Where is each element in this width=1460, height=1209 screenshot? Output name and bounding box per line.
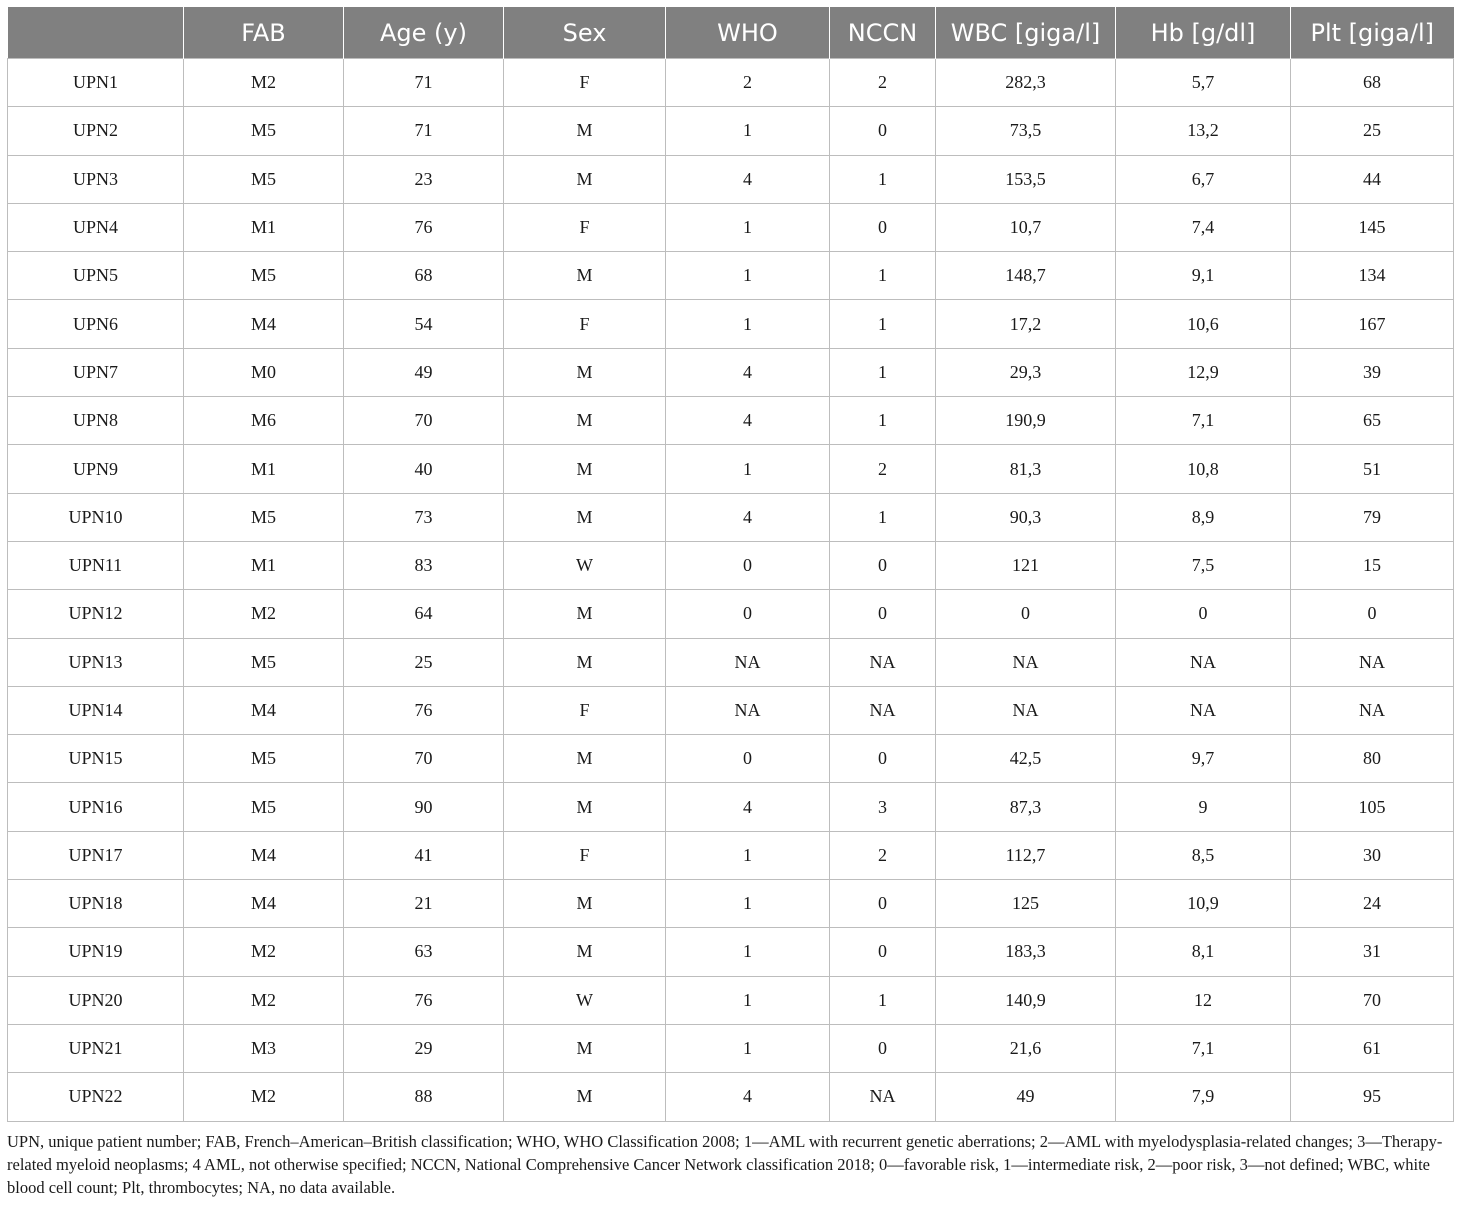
cell-who: 1 [666, 928, 830, 976]
table-row [8, 976, 1454, 1024]
cell-hb: 6,7 [1116, 155, 1291, 203]
cell-nccn: 0 [830, 203, 936, 251]
cell-plt: 79 [1291, 493, 1454, 541]
table-row [8, 252, 1454, 300]
cell-nccn: 0 [830, 735, 936, 783]
cell-wbc: 90,3 [936, 493, 1116, 541]
cell-hb: 5,7 [1116, 59, 1291, 107]
cell-age: 23 [344, 155, 504, 203]
cell-plt: 39 [1291, 348, 1454, 396]
table-row [8, 107, 1454, 155]
cell-patient-id: UPN2 [8, 107, 184, 155]
cell-age: 40 [344, 445, 504, 493]
cell-nccn: 1 [830, 252, 936, 300]
cell-age: 63 [344, 928, 504, 976]
cell-sex: F [504, 59, 666, 107]
cell-sex: W [504, 976, 666, 1024]
header-cell-plt: Plt [giga/l] [1291, 7, 1454, 59]
table-row [8, 155, 1454, 203]
cell-plt: NA [1291, 686, 1454, 734]
cell-sex: M [504, 445, 666, 493]
table-row [8, 348, 1454, 396]
cell-age: 71 [344, 107, 504, 155]
cell-nccn: 1 [830, 976, 936, 1024]
cell-sex: M [504, 1073, 666, 1121]
cell-nccn: NA [830, 1073, 936, 1121]
cell-fab: M6 [184, 397, 344, 445]
table-row [8, 831, 1454, 879]
cell-patient-id: UPN3 [8, 155, 184, 203]
table-row [8, 783, 1454, 831]
cell-hb: 10,6 [1116, 300, 1291, 348]
cell-who: 1 [666, 107, 830, 155]
table-row [8, 686, 1454, 734]
cell-who: 1 [666, 203, 830, 251]
cell-hb: 8,5 [1116, 831, 1291, 879]
patient-table-container [7, 7, 1453, 1122]
header-cell-sex: Sex [504, 7, 666, 59]
cell-hb: 7,4 [1116, 203, 1291, 251]
cell-patient-id: UPN13 [8, 638, 184, 686]
header-cell-wbc: WBC [giga/l] [936, 7, 1116, 59]
cell-who: NA [666, 686, 830, 734]
cell-plt: 51 [1291, 445, 1454, 493]
cell-hb: 13,2 [1116, 107, 1291, 155]
table-row [8, 880, 1454, 928]
cell-patient-id: UPN8 [8, 397, 184, 445]
cell-sex: M [504, 735, 666, 783]
cell-fab: M4 [184, 831, 344, 879]
cell-fab: M2 [184, 928, 344, 976]
cell-plt: 31 [1291, 928, 1454, 976]
cell-wbc: 87,3 [936, 783, 1116, 831]
cell-who: 4 [666, 397, 830, 445]
cell-wbc: 153,5 [936, 155, 1116, 203]
cell-sex: M [504, 783, 666, 831]
cell-age: 90 [344, 783, 504, 831]
cell-nccn: 1 [830, 397, 936, 445]
cell-age: 49 [344, 348, 504, 396]
table-header-row [8, 7, 1454, 59]
cell-patient-id: UPN12 [8, 590, 184, 638]
cell-wbc: 21,6 [936, 1024, 1116, 1072]
cell-wbc: 29,3 [936, 348, 1116, 396]
cell-nccn: 0 [830, 107, 936, 155]
header-cell-patient [8, 7, 184, 59]
header-cell-nccn: NCCN [830, 7, 936, 59]
cell-plt: 15 [1291, 541, 1454, 589]
cell-plt: NA [1291, 638, 1454, 686]
cell-nccn: 1 [830, 493, 936, 541]
cell-nccn: 1 [830, 155, 936, 203]
cell-age: 29 [344, 1024, 504, 1072]
cell-age: 76 [344, 976, 504, 1024]
cell-nccn: 2 [830, 831, 936, 879]
cell-patient-id: UPN18 [8, 880, 184, 928]
cell-hb: 7,1 [1116, 397, 1291, 445]
cell-nccn: 0 [830, 1024, 936, 1072]
cell-nccn: 0 [830, 590, 936, 638]
cell-patient-id: UPN17 [8, 831, 184, 879]
table-row [8, 928, 1454, 976]
cell-plt: 145 [1291, 203, 1454, 251]
cell-plt: 44 [1291, 155, 1454, 203]
cell-patient-id: UPN22 [8, 1073, 184, 1121]
table-footnote: UPN, unique patient number; FAB, French–American–British classification; WHO, WHO Classification 2008; 1—AML with recurrent genetic aberrations; 2—AML with myelodysplasia-related changes; 3—Therapy-related myeloid neoplasms; 4 AML, not otherwise specified; NCCN, National Comprehensive Cancer Network classification 2018; 0—favorable risk, 1—intermediate risk, 2—poor risk, 3—not defined; WBC, white blood cell count; Plt, thrombocytes; NA, no data available. [7, 1132, 1443, 1197]
table-row [8, 638, 1454, 686]
cell-wbc: NA [936, 638, 1116, 686]
cell-fab: M3 [184, 1024, 344, 1072]
cell-fab: M5 [184, 155, 344, 203]
cell-hb: 12 [1116, 976, 1291, 1024]
cell-who: NA [666, 638, 830, 686]
cell-hb: 9 [1116, 783, 1291, 831]
cell-hb: 8,1 [1116, 928, 1291, 976]
cell-nccn: 2 [830, 59, 936, 107]
cell-age: 88 [344, 1073, 504, 1121]
cell-fab: M5 [184, 493, 344, 541]
cell-hb: 9,7 [1116, 735, 1291, 783]
table-row [8, 541, 1454, 589]
cell-sex: M [504, 928, 666, 976]
cell-nccn: 1 [830, 300, 936, 348]
cell-who: 0 [666, 735, 830, 783]
cell-sex: W [504, 541, 666, 589]
cell-plt: 65 [1291, 397, 1454, 445]
cell-sex: M [504, 1024, 666, 1072]
cell-age: 68 [344, 252, 504, 300]
cell-patient-id: UPN20 [8, 976, 184, 1024]
cell-wbc: 282,3 [936, 59, 1116, 107]
table-row [8, 203, 1454, 251]
cell-who: 4 [666, 493, 830, 541]
cell-sex: M [504, 252, 666, 300]
cell-fab: M1 [184, 203, 344, 251]
cell-wbc: 190,9 [936, 397, 1116, 445]
cell-nccn: 3 [830, 783, 936, 831]
cell-who: 1 [666, 831, 830, 879]
cell-wbc: 140,9 [936, 976, 1116, 1024]
cell-wbc: 42,5 [936, 735, 1116, 783]
cell-wbc: 125 [936, 880, 1116, 928]
cell-fab: M5 [184, 107, 344, 155]
table-row [8, 445, 1454, 493]
cell-plt: 95 [1291, 1073, 1454, 1121]
table-row [8, 590, 1454, 638]
cell-who: 2 [666, 59, 830, 107]
cell-wbc: 81,3 [936, 445, 1116, 493]
cell-fab: M5 [184, 735, 344, 783]
cell-nccn: 0 [830, 541, 936, 589]
cell-patient-id: UPN16 [8, 783, 184, 831]
cell-fab: M4 [184, 300, 344, 348]
table-row [8, 1024, 1454, 1072]
cell-who: 1 [666, 252, 830, 300]
cell-plt: 80 [1291, 735, 1454, 783]
cell-wbc: 183,3 [936, 928, 1116, 976]
cell-patient-id: UPN21 [8, 1024, 184, 1072]
cell-sex: M [504, 590, 666, 638]
cell-nccn: 0 [830, 928, 936, 976]
cell-fab: M5 [184, 638, 344, 686]
cell-wbc: 121 [936, 541, 1116, 589]
table-row [8, 735, 1454, 783]
cell-plt: 24 [1291, 880, 1454, 928]
cell-patient-id: UPN10 [8, 493, 184, 541]
cell-sex: M [504, 107, 666, 155]
cell-who: 4 [666, 783, 830, 831]
cell-age: 64 [344, 590, 504, 638]
cell-who: 1 [666, 445, 830, 493]
cell-fab: M4 [184, 686, 344, 734]
cell-age: 70 [344, 735, 504, 783]
cell-hb: 10,9 [1116, 880, 1291, 928]
cell-patient-id: UPN15 [8, 735, 184, 783]
header-cell-hb: Hb [g/dl] [1116, 7, 1291, 59]
cell-hb: 7,9 [1116, 1073, 1291, 1121]
cell-patient-id: UPN9 [8, 445, 184, 493]
cell-age: 54 [344, 300, 504, 348]
cell-wbc: NA [936, 686, 1116, 734]
cell-sex: F [504, 831, 666, 879]
cell-age: 25 [344, 638, 504, 686]
cell-who: 4 [666, 1073, 830, 1121]
cell-patient-id: UPN19 [8, 928, 184, 976]
cell-plt: 30 [1291, 831, 1454, 879]
cell-patient-id: UPN5 [8, 252, 184, 300]
table-row [8, 397, 1454, 445]
cell-fab: M4 [184, 880, 344, 928]
cell-patient-id: UPN14 [8, 686, 184, 734]
cell-who: 1 [666, 976, 830, 1024]
cell-sex: M [504, 155, 666, 203]
cell-plt: 68 [1291, 59, 1454, 107]
cell-sex: M [504, 348, 666, 396]
cell-fab: M2 [184, 976, 344, 1024]
cell-age: 41 [344, 831, 504, 879]
cell-plt: 167 [1291, 300, 1454, 348]
cell-wbc: 49 [936, 1073, 1116, 1121]
cell-who: 4 [666, 155, 830, 203]
cell-who: 4 [666, 348, 830, 396]
cell-plt: 105 [1291, 783, 1454, 831]
cell-hb: 12,9 [1116, 348, 1291, 396]
cell-fab: M0 [184, 348, 344, 396]
cell-hb: 7,1 [1116, 1024, 1291, 1072]
cell-patient-id: UPN7 [8, 348, 184, 396]
cell-fab: M2 [184, 1073, 344, 1121]
cell-sex: M [504, 880, 666, 928]
cell-sex: F [504, 686, 666, 734]
cell-fab: M2 [184, 590, 344, 638]
cell-patient-id: UPN4 [8, 203, 184, 251]
table-body [8, 59, 1454, 1122]
cell-plt: 61 [1291, 1024, 1454, 1072]
header-cell-age: Age (y) [344, 7, 504, 59]
cell-fab: M1 [184, 445, 344, 493]
cell-hb: 0 [1116, 590, 1291, 638]
cell-who: 1 [666, 880, 830, 928]
cell-who: 1 [666, 300, 830, 348]
cell-plt: 0 [1291, 590, 1454, 638]
cell-sex: M [504, 493, 666, 541]
cell-wbc: 10,7 [936, 203, 1116, 251]
table-row [8, 493, 1454, 541]
cell-who: 0 [666, 541, 830, 589]
cell-plt: 134 [1291, 252, 1454, 300]
cell-fab: M5 [184, 783, 344, 831]
cell-age: 21 [344, 880, 504, 928]
cell-fab: M1 [184, 541, 344, 589]
cell-plt: 70 [1291, 976, 1454, 1024]
cell-plt: 25 [1291, 107, 1454, 155]
cell-nccn: 2 [830, 445, 936, 493]
cell-nccn: NA [830, 638, 936, 686]
cell-hb: NA [1116, 686, 1291, 734]
cell-nccn: NA [830, 686, 936, 734]
cell-sex: M [504, 638, 666, 686]
cell-wbc: 73,5 [936, 107, 1116, 155]
patient-characteristics-table [7, 7, 1454, 1122]
cell-wbc: 0 [936, 590, 1116, 638]
cell-hb: 7,5 [1116, 541, 1291, 589]
cell-age: 83 [344, 541, 504, 589]
header-cell-fab: FAB [184, 7, 344, 59]
cell-sex: F [504, 203, 666, 251]
table-row [8, 300, 1454, 348]
cell-wbc: 17,2 [936, 300, 1116, 348]
table-row [8, 1073, 1454, 1121]
header-cell-who: WHO [666, 7, 830, 59]
cell-hb: 8,9 [1116, 493, 1291, 541]
cell-fab: M2 [184, 59, 344, 107]
cell-wbc: 112,7 [936, 831, 1116, 879]
cell-age: 71 [344, 59, 504, 107]
cell-age: 70 [344, 397, 504, 445]
cell-wbc: 148,7 [936, 252, 1116, 300]
cell-patient-id: UPN1 [8, 59, 184, 107]
cell-hb: 9,1 [1116, 252, 1291, 300]
cell-age: 73 [344, 493, 504, 541]
cell-patient-id: UPN6 [8, 300, 184, 348]
table-row [8, 59, 1454, 107]
cell-patient-id: UPN11 [8, 541, 184, 589]
cell-nccn: 1 [830, 348, 936, 396]
cell-age: 76 [344, 203, 504, 251]
cell-hb: 10,8 [1116, 445, 1291, 493]
cell-sex: F [504, 300, 666, 348]
cell-who: 1 [666, 1024, 830, 1072]
cell-age: 76 [344, 686, 504, 734]
cell-hb: NA [1116, 638, 1291, 686]
cell-nccn: 0 [830, 880, 936, 928]
cell-who: 0 [666, 590, 830, 638]
cell-sex: M [504, 397, 666, 445]
cell-fab: M5 [184, 252, 344, 300]
